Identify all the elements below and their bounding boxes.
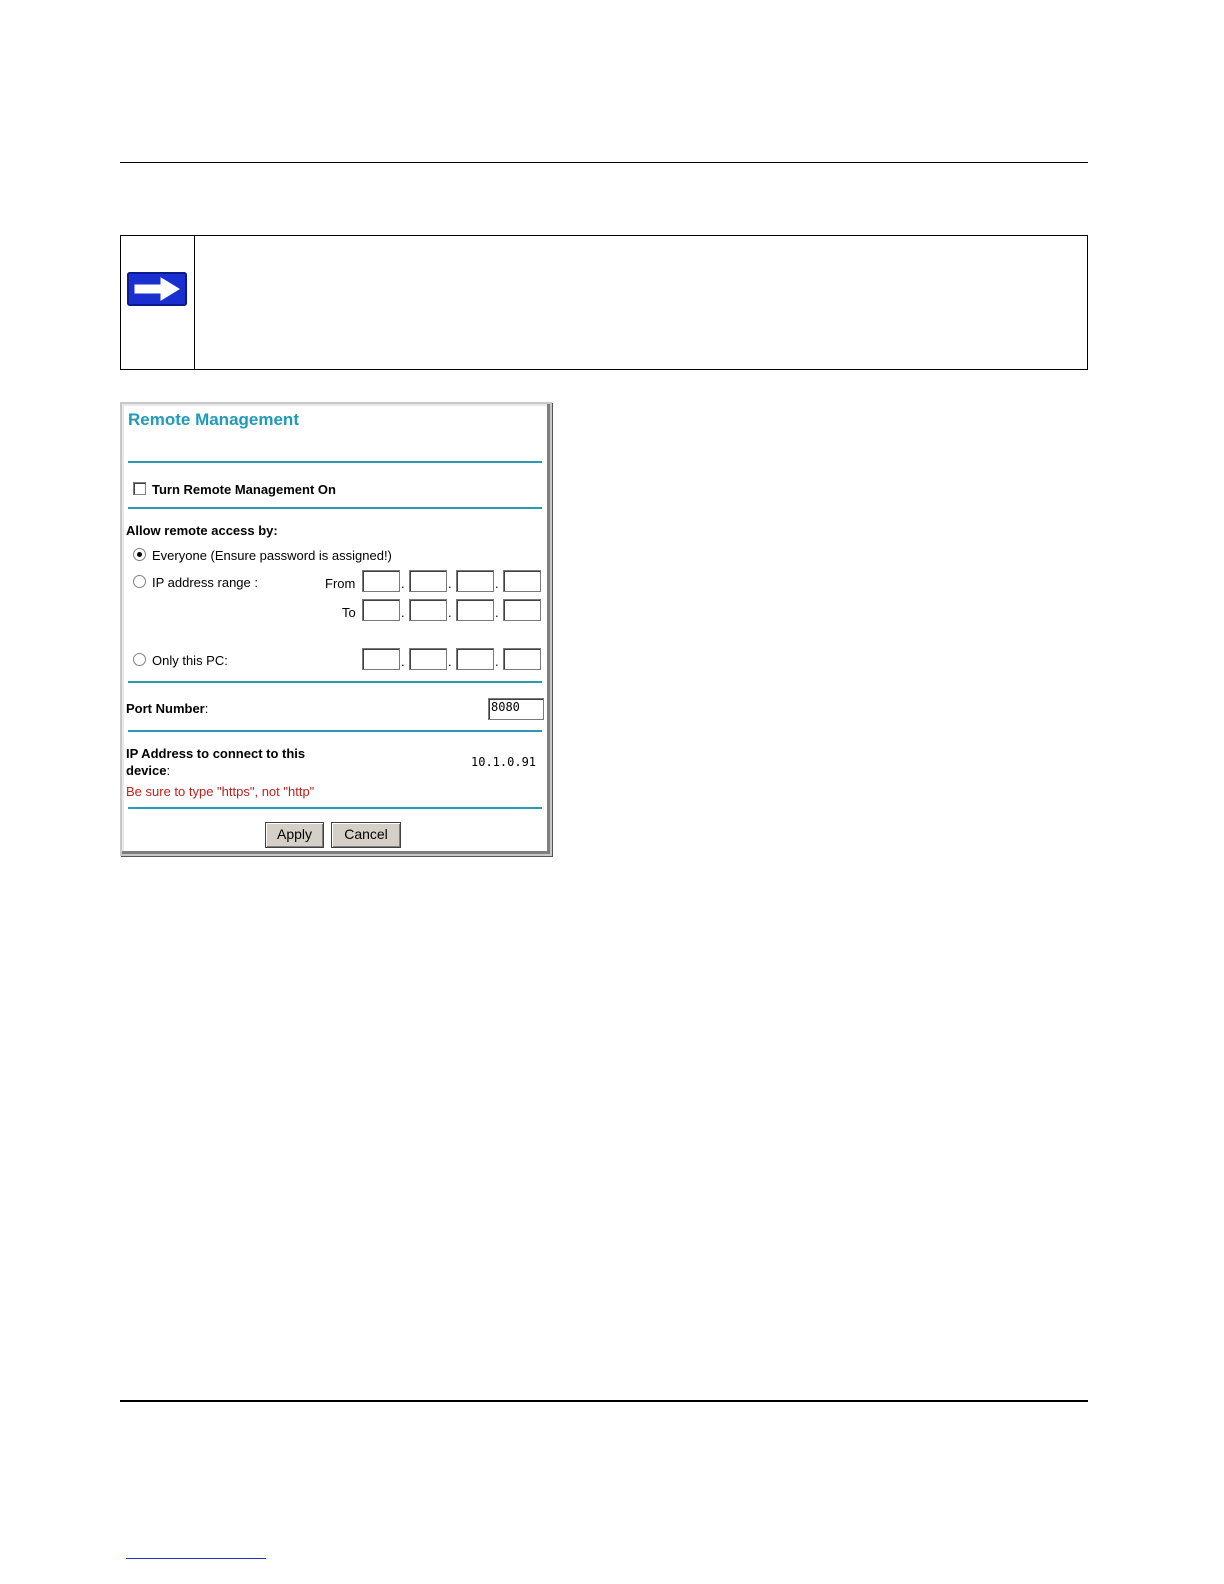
remote-management-panel [120, 402, 552, 856]
pc-ip-octet-3[interactable] [456, 648, 494, 670]
ip-address-connect-label-line2: device: [126, 763, 171, 778]
right-arrow-icon [127, 272, 187, 306]
everyone-label: Everyone (Ensure password is assigned!) [152, 548, 392, 563]
everyone-radio[interactable] [133, 548, 146, 561]
to-ip-octet-3[interactable] [456, 599, 494, 621]
separator [128, 807, 542, 809]
to-ip-octet-4[interactable] [503, 599, 541, 621]
https-warning: Be sure to type "https", not "http" [126, 784, 315, 799]
from-ip-octet-1[interactable] [362, 570, 400, 592]
separator [128, 730, 542, 732]
from-ip-octet-2[interactable] [409, 570, 447, 592]
turn-remote-management-label: Turn Remote Management On [152, 482, 336, 497]
to-ip-octet-2[interactable] [409, 599, 447, 621]
ip-dot: . [401, 654, 405, 669]
pc-ip-octet-1[interactable] [362, 648, 400, 670]
pc-ip-octet-4[interactable] [503, 648, 541, 670]
ip-dot: . [448, 605, 452, 620]
cancel-button[interactable]: Cancel [331, 822, 401, 848]
panel-title: Remote Management [128, 410, 299, 429]
port-number-input[interactable]: 8080 [488, 698, 544, 720]
ip-dot: . [495, 654, 499, 669]
ip-address-connect-label-line1: IP Address to connect to this [126, 746, 306, 761]
from-label: From [325, 576, 356, 591]
to-ip-octet-1[interactable] [362, 599, 400, 621]
note-icon-cell [121, 236, 195, 369]
pc-ip-octet-2[interactable] [409, 648, 447, 670]
footer-link-underline[interactable] [126, 1558, 266, 1559]
ip-address-value: 10.1.0.91 [471, 755, 537, 769]
separator [128, 507, 542, 509]
only-this-pc-label: Only this PC: [152, 653, 228, 668]
port-number-label: Port Number: [126, 701, 209, 716]
separator [128, 461, 542, 463]
to-label: To [342, 605, 356, 620]
ip-range-radio[interactable] [133, 575, 146, 588]
separator [128, 681, 542, 683]
ip-dot: . [495, 576, 499, 591]
footer-rule [120, 1400, 1088, 1402]
from-ip-octet-3[interactable] [456, 570, 494, 592]
apply-button[interactable]: Apply [265, 822, 324, 848]
from-ip-octet-4[interactable] [503, 570, 541, 592]
ip-dot: . [448, 576, 452, 591]
ip-dot: . [495, 605, 499, 620]
note-box [120, 235, 1088, 370]
only-this-pc-radio[interactable] [133, 653, 146, 666]
ip-dot: . [448, 654, 452, 669]
ip-range-label: IP address range : [152, 575, 258, 590]
ip-dot: . [401, 576, 405, 591]
allow-remote-access-heading: Allow remote access by: [126, 523, 278, 538]
ip-dot: . [401, 605, 405, 620]
header-rule [120, 162, 1088, 163]
turn-remote-management-checkbox[interactable] [133, 482, 146, 495]
